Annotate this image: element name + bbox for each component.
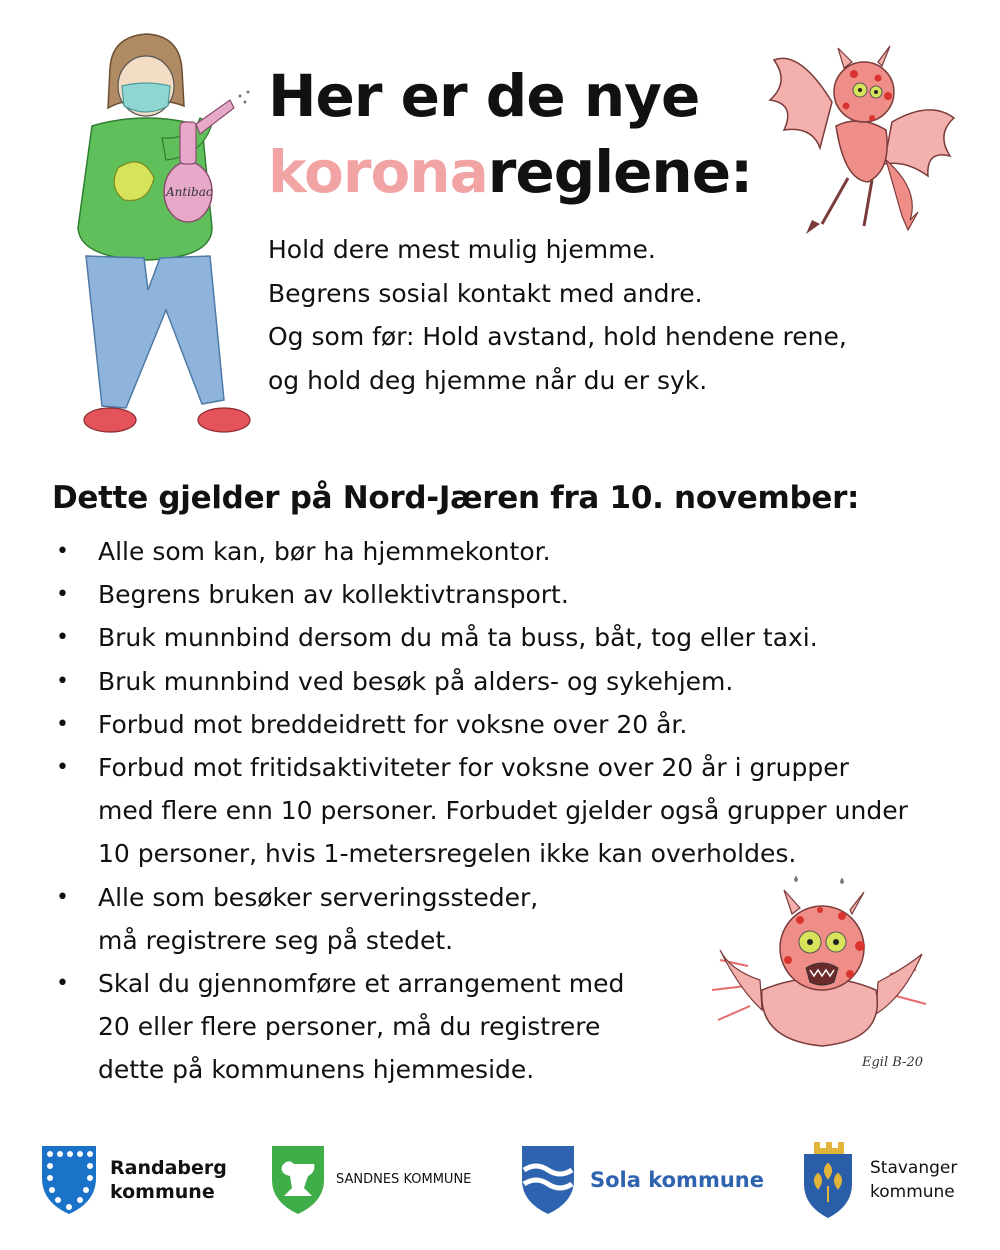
list-item [52, 573, 952, 616]
list-item-text: med flere enn 10 personer. Forbudet gjelder også grupper under [98, 796, 908, 826]
randaberg-name: Randaberg [110, 1157, 227, 1179]
list-item [52, 876, 952, 962]
intro-line: og hold deg hjemme når du er syk. [268, 365, 708, 395]
bullet-icon: • [56, 884, 69, 910]
list-item-text: Forbud mot breddeidrett for voksne over 20 år. [98, 709, 688, 739]
list-item-text: Bruk munnbind ved besøk på alders- og sykehjem. [98, 666, 734, 696]
flying-virus-devil-illustration [760, 30, 960, 240]
sola-kommune-logo [520, 1140, 764, 1220]
randaberg-shield-icon [40, 1144, 98, 1216]
bullet-icon: • [56, 971, 69, 997]
randaberg-kommune-logo [40, 1140, 227, 1220]
list-item [52, 660, 952, 703]
randaberg-kommune: kommune [110, 1181, 215, 1203]
title-line-1: Her er de nye [268, 62, 700, 130]
list-item [52, 746, 952, 876]
bullet-icon: • [56, 625, 69, 651]
list-item-text: Alle som besøker serveringssteder, [98, 882, 539, 912]
intro-line: Hold dere mest mulig hjemme. [268, 235, 656, 264]
list-item-text: Skal du gjennomføre et arrangement med [98, 969, 625, 999]
bullet-icon: • [56, 582, 69, 608]
list-item-text: Alle som kan, bør ha hjemmekontor. [98, 537, 551, 566]
sola-name: Sola kommune [590, 1168, 764, 1192]
woman-with-spray-illustration [42, 28, 262, 448]
list-item [52, 530, 952, 573]
title-rest: reglene: [487, 138, 753, 206]
title-accent: korona [268, 138, 488, 206]
list-item-text: må registrere seg på stedet. [98, 925, 454, 955]
bullet-icon: • [56, 668, 69, 694]
intro-line: Begrens sosial kontakt med andre. [268, 278, 703, 308]
stavanger-kommune: kommune [870, 1182, 955, 1202]
list-item-text: Forbud mot fritidsaktiviteter for voksne over 20 år i grupper [98, 753, 849, 783]
section-heading: Dette gjelder på Nord-Jæren fra 10. november: [52, 480, 860, 516]
list-item [52, 703, 952, 746]
intro-line: Og som før: Hold avstand, hold hendene rene, [268, 322, 847, 351]
list-item-text: dette på kommunens hjemmeside. [98, 1055, 535, 1085]
sola-shield-icon [520, 1144, 576, 1216]
bullet-icon: • [56, 711, 69, 737]
stavanger-kommune-logo [800, 1140, 957, 1220]
list-item [52, 616, 952, 659]
sandnes-shield-icon [270, 1144, 326, 1216]
rules-list [52, 530, 952, 1092]
intro-text [268, 228, 847, 402]
bullet-icon: • [56, 755, 69, 781]
list-item-text: 20 eller flere personer, må du registrere [98, 1012, 601, 1042]
stavanger-shield-icon [800, 1140, 856, 1220]
sandnes-kommune-logo [270, 1140, 471, 1220]
list-item [52, 962, 952, 1092]
sandnes-name: SANDNES KOMMUNE [336, 1172, 472, 1187]
list-item-text: Begrens bruken av kollektivtransport. [98, 580, 569, 610]
page-title [268, 58, 752, 210]
spray-label: Antibac [166, 185, 213, 199]
list-item-text: 10 personer, hvis 1-metersregelen ikke kan overholdes. [98, 839, 797, 869]
list-item-text: Bruk munnbind dersom du må ta buss, båt, tog eller taxi. [98, 623, 818, 653]
bullet-icon: • [56, 539, 69, 564]
artist-signature: Egil B-20 [862, 1055, 923, 1070]
stavanger-name: Stavanger [870, 1158, 958, 1178]
